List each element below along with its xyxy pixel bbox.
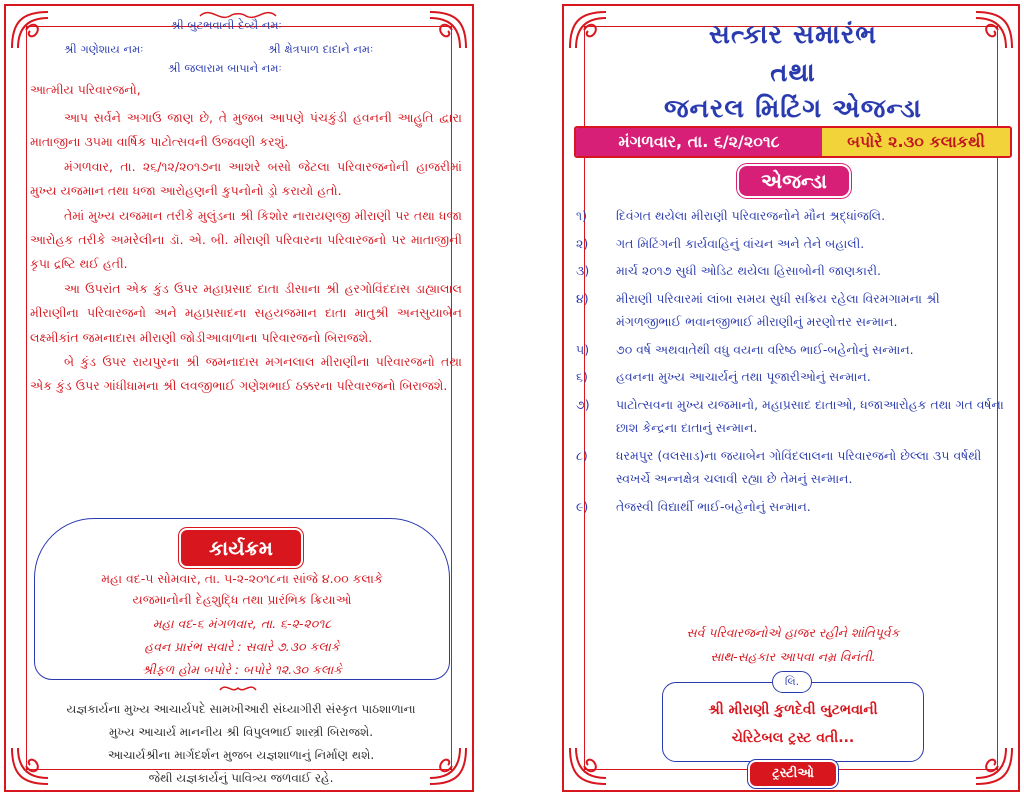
agenda-text: ૭૦ વર્ષ અથવાતેથી વધુ વયના વરિષ્ઠ ભાઈ-બહેનોનું સન્માન. (616, 341, 914, 357)
agenda-number: ૯) (576, 498, 589, 514)
body-paragraph: આ ઉપરાંત એક કુંડ ઉપર મહાપ્રસાદ દાતા ડીસાના શ્રી હરગોવિંદદાસ ડાહ્યાલાલ મીરાણીના પરિવારજનો અને મહાપ્રસાદના સહયજમાન દાતા માતુશ્રી અનસુયાબેન લક્ષ્મીકાંત જમનાદાસ મીરાણી જોડીઆવાળાના પરિવારજનો બિરાજશે. (30, 280, 462, 345)
agenda-list (576, 204, 1004, 522)
signature-label: લિ. (772, 671, 812, 693)
date-bar (574, 126, 1012, 158)
footer-line: આચાર્યશ્રીના માર્ગદર્શન મુજબ યજ્ઞશાળાનું નિર્માણ થશે. (107, 748, 375, 762)
footer-line: જેથી યજ્ઞકાર્યનું પાવિત્ર્ય જળવાઈ રહે. (148, 771, 334, 785)
agenda-text: મીરાણી પરિવારમાં લાંબા સમય સુધી સક્રિય રહેલા વિરમગામના શ્રી મંગળજીભાઈ ભવાનજીભાઈ મીરાણીનું મરણોત્તર સન્માન. (616, 290, 940, 329)
left-footer (30, 698, 452, 790)
agenda-number: ૬) (576, 369, 588, 384)
agenda-number: ૪) (576, 290, 589, 306)
agenda-item (576, 204, 1004, 228)
corner-ornament-icon (566, 744, 610, 788)
agenda-right-panel (562, 4, 1020, 792)
agenda-text: તેજસ્વી વિદ્યાર્થી ભાઈ-બહેનોનું સન્માન. (616, 498, 811, 514)
agenda-number: ૩) (576, 263, 590, 278)
program-line: શ્રીફળ હોમ બપોરે : બપોરે ૧૨.૩૦ કલાકે (141, 662, 343, 677)
body-paragraph: તેમાં મુખ્ય યજમાન તરીકે મુલુંડના શ્રી કિશોર નારાયણજી મીરાણી પર તથા ધજા આરોહક તરીકે અમરેલીના ડૉ. એ. બી. મીરાણી પરિવારના પરિવારજનો પર માતાજીની કૃપા દ્રષ્ટિ થઈ હતી. (30, 207, 462, 272)
agenda-item (576, 365, 1004, 389)
page-title-line: સત્કાર સમારંભ (708, 20, 878, 50)
agenda-text: હવનના મુખ્ય આચાર્યનું તથા પૂજારીઓનું સન્માન. (616, 369, 871, 384)
agenda-text: દિવંગત થયેલા મીરાણી પરિવારજનોને મૌન શ્રદ્ધાંજલિ. (616, 208, 886, 223)
closing-note (584, 621, 1002, 669)
closing-line: સર્વ પરિવારજનોએ હાજર રહીને શાંતિપૂર્વક (686, 625, 900, 640)
agenda-item (576, 495, 1004, 519)
agenda-item (576, 259, 1004, 283)
signature-box (662, 682, 924, 762)
signature-line: શ્રી મીરાણી કુળદેવી બુટભવાની (708, 702, 878, 718)
body-paragraph: બે કુંડ ઉપર રાયપુરના શ્રી જમનાદાસ મગનલાલ મીરાણીના પરિવારજનો તથા એક કુંડ ઉપર ગાંધીધામના શ્રી લવજીભાઈ ગણેશભાઈ ઠક્કરના પરિવારજનો બિરાજશે. (30, 354, 462, 394)
agenda-text: ધરમપુર (વલસાડ)ના જયાબેન ગોવિંદલાલના પરિવારજનો છેલ્લા ૩૫ વર્ષથી સ્વખર્ચે અન્નક્ષેત્ર ચલાવી રહ્યા છે તેમનું સન્માન. (616, 447, 982, 486)
agenda-item (576, 393, 1004, 440)
footer-line: મુખ્ય આચાર્ય માનનીય શ્રી વિપુલભાઈ શાસ્ત્રી બિરાજશે. (108, 725, 374, 739)
agenda-number: ૨) (576, 235, 589, 251)
corner-ornament-icon (972, 744, 1016, 788)
meeting-date: મંગળવાર, તા. ૬/૨/૨૦૧૮ (576, 128, 822, 156)
invitation-body (30, 106, 462, 399)
program-line: યજમાનોની દેહશુદ્ધિ તથા પ્રારંભિક ક્રિયાઓ (132, 592, 352, 607)
invocation-bootbhavani: શ્રી બુટભવાની દેવ્યૈ નમઃ (171, 18, 282, 32)
body-paragraph: મંગળવાર, તા. ૨૬/૧૨/૨૦૧૭ના આશરે બસો જેટલા પરિવારજનોની હાજરીમાં મુખ્ય યજમાન તથા ધજા આરોહણની કુપનોનો ડ્રો કરાયો હતો. (30, 158, 462, 199)
signature-line: ચેરિટેબલ ટ્રસ્ટ વતી... (731, 730, 855, 746)
footer-line: યજ્ઞકાર્યના મુખ્ય આચાર્યપદે સામખીઆરી સંધ્યાગીરી સંસ્કૃત પાઠશાળાના (66, 702, 416, 716)
agenda-item (576, 338, 1004, 362)
program-line: મહા વદ-૬ મંગળવાર, તા. ૬-૨-૨૦૧૮ (152, 616, 332, 631)
agenda-text: પાટોત્સવના મુખ્ય યજમાનો, મહાપ્રસાદ દાતાઓ, ધજાઆરોહક તથા ગત વર્ષના છાશ કેન્દ્રના દાતાનું સન્માન. (616, 396, 1004, 435)
closing-line: સાથ-સહકાર આપવા નમ્ર વિનંતી. (710, 649, 876, 664)
page-title-line: તથા (770, 58, 816, 88)
agenda-item (576, 287, 1004, 334)
corner-ornament-icon (426, 8, 470, 52)
agenda-item (576, 444, 1004, 491)
agenda-heading: એજન્ડા (739, 166, 849, 196)
trustees-badge: ટ્રસ્ટીઓ (750, 762, 836, 786)
divider-swirl-icon (218, 680, 258, 694)
agenda-number: ૫) (576, 341, 590, 357)
agenda-number: ૭) (576, 396, 590, 412)
agenda-item (576, 232, 1004, 256)
meeting-time: બપોરે ૨.૩૦ કલાકથી (822, 128, 1010, 156)
corner-ornament-icon (8, 8, 52, 52)
greeting: આત્મીય પરિવારજનો, (30, 82, 141, 97)
agenda-number: ૧) (576, 208, 588, 223)
agenda-text: ગત મિટિંગની કાર્યવાહિનું વાંચન અને તેને બહાલી. (616, 235, 865, 251)
invocation-ganesh: શ્રી ગણેશાય નમઃ (64, 42, 144, 56)
invitation-left-panel (4, 4, 474, 792)
program-line: મહા વદ-૫ સોમવાર, તા. ૫-૨-૨૦૧૮ના સાંજે ૪.૦૦ કલાકે (101, 571, 383, 586)
agenda-number: ૮) (576, 447, 588, 463)
page-title-line: જનરલ મિટિંગ એજન્ડા (663, 94, 923, 124)
program-line: હવન પ્રારંભ સવારે : સવારે ૭.૩૦ કલાકે (144, 639, 340, 654)
invocation-kshetrapal: શ્રી ક્ષેત્રપાળ દાદાને નમઃ (268, 42, 374, 56)
program-title: કાર્યક્રમ (181, 530, 301, 566)
agenda-text: માર્ચ ૨૦૧૭ સુધી ઓડિટ થયેલા હિસાબોની જાણકારી. (616, 263, 882, 278)
invocation-jalaram: શ્રી જલારામ બાપાને નમઃ (168, 61, 282, 75)
body-paragraph: આપ સર્વને અગાઉ જાણ છે, તે મુજબ આપણે પંચકુંડી હવનની આહુતિ દ્વારા માતાજીના ૩૫મા વાર્ષિક પાટોત્સવની ઉજવણી કરશું. (30, 110, 462, 150)
